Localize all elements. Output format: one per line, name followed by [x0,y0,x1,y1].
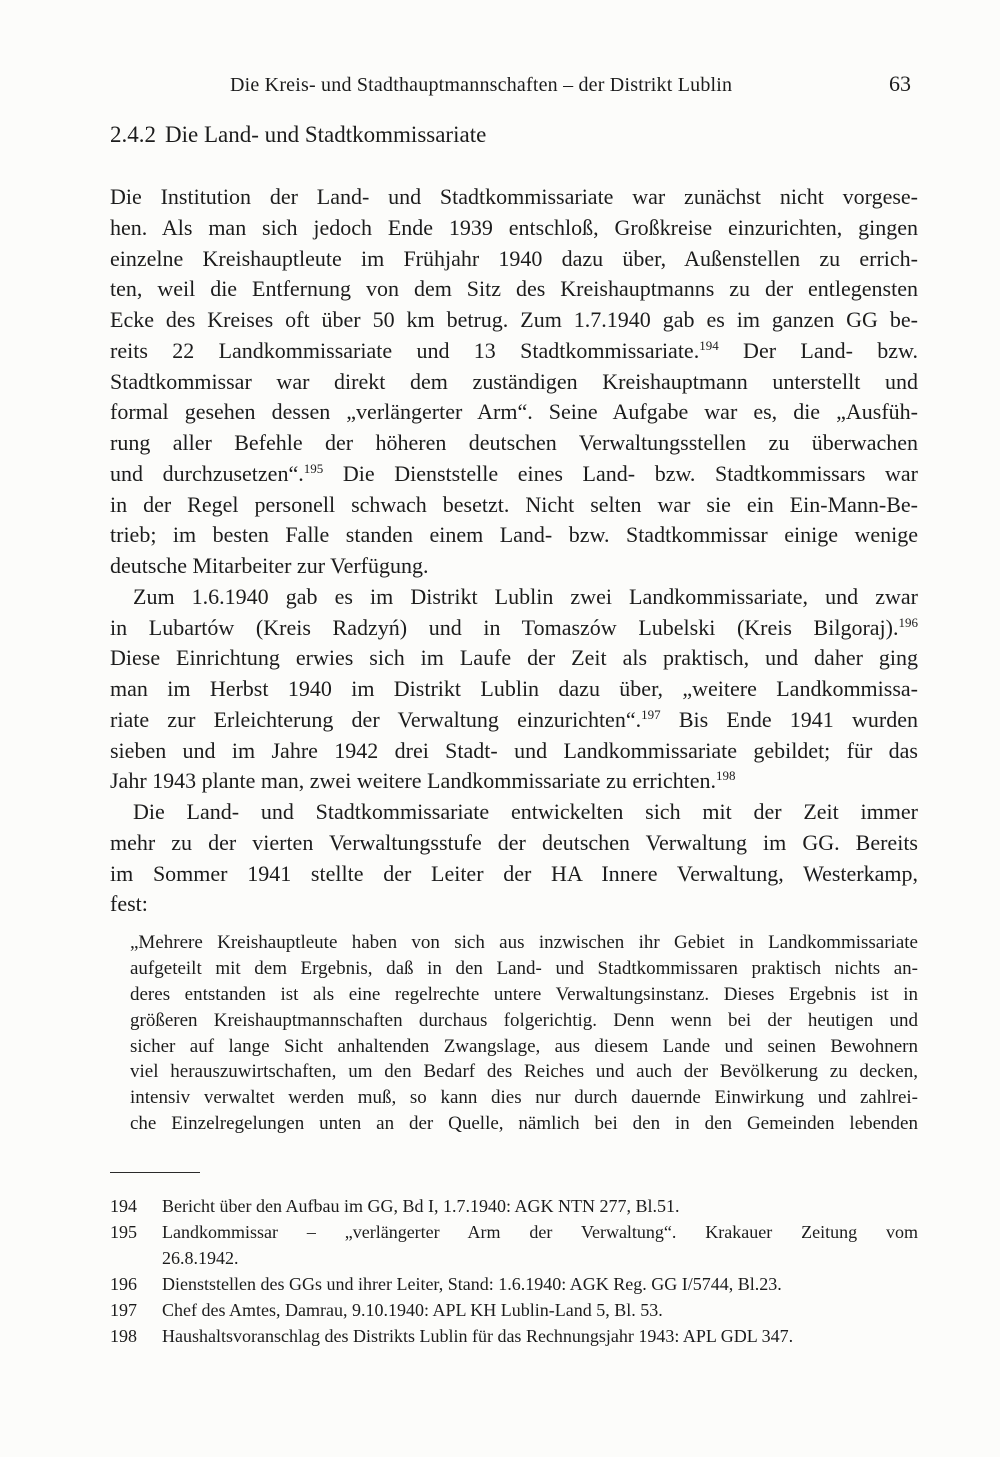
body-line: trieb; im besten Falle standen einem Land- bzw. Stadtkommissar einige wenige [110,522,918,548]
body-line: ten, weil die Entfernung von dem Sitz des Kreishauptmanns zu der entlegensten [110,276,918,302]
quote-line: „Mehrere Kreishauptleute haben von sich aus inzwischen ihr Gebiet in Landkommissariate [130,932,918,953]
footnote-ref: 198 [716,768,736,784]
section-number: 2.4.2 [110,122,156,147]
body-line: sieben und im Jahre 1942 drei Stadt- und Landkommissariate gebildet; für das [110,737,918,763]
section-heading [110,120,486,150]
line-text: und durchzusetzen“. [110,460,304,486]
footnote-text [162,1271,918,1297]
footnote-ref: 196 [898,614,918,630]
footnote [110,1297,918,1323]
body-line: hen. Als man sich jedoch Ende 1939 entschloß, Großkreise einzurichten, gingen [110,214,918,240]
footnotes [110,1193,918,1349]
footnote-ref: 195 [303,460,324,476]
footnote-text [162,1297,918,1323]
footnote-rule [110,1172,200,1173]
footnote-number: 195 [110,1222,137,1242]
footnote-line: Chef des Amtes, Damrau, 9.10.1940: APL KH Lublin-Land 5, Bl. 53. [162,1300,663,1320]
body-line: Diese Einrichtung erwies sich im Laufe der Zeit als praktisch, und daher ging [110,645,918,671]
footnote-number: 198 [110,1326,137,1346]
line-text: in Lubartów (Kreis Radzyń) und in Tomaszów Lubelski (Kreis Bilgoraj). [110,614,899,640]
body-line: Die Land- und Stadtkommissariate entwickelten sich mit der Zeit immer [133,799,918,824]
body-text [110,182,918,920]
quote-line: deres entstanden ist als eine regelrechte untere Verwaltungsinstanz. Dieses Ergebnis ist in [130,983,918,1005]
running-title: Die Kreis- und Stadthauptmannschaften – der Distrikt Lublin [230,74,733,96]
body-line: mehr zu der vierten Verwaltungsstufe der deutschen Verwaltung im GG. Bereits [110,829,918,855]
body-line [110,336,918,367]
quote-line: aufgeteilt mit dem Ergebnis, daß in den Land- und Stadtkommissaren praktisch nichts an- [130,957,918,979]
line-text: Der Land- bzw. [718,337,919,363]
body-line: man im Herbst 1940 im Distrikt Lublin dazu über, „weitere Landkommissa- [110,676,918,701]
line-text: riate zur Erleichterung der Verwaltung einzurichten“. [110,706,642,732]
footnote-number: 197 [110,1300,137,1320]
footnote-text [162,1323,918,1349]
quote-line: größeren Kreishauptmannschaften durchaus folgerichtig. Denn wenn bei der heutigen und [130,1009,918,1031]
footnote-line: 26.8.1942. [162,1248,239,1268]
footnote [110,1219,918,1271]
body-line: Die Institution der Land- und Stadtkommissariate war zunächst nicht vorgese- [110,184,918,209]
line-text: Die Dienststelle eines Land- bzw. Stadtkommissars war [323,460,918,486]
footnote-line: Dienststellen des GGs und ihrer Leiter, Stand: 1.6.1940: AGK Reg. GG I/5744, Bl.23. [162,1274,782,1294]
section-title: Die Land- und Stadtkommissariate [165,122,487,147]
body-line: deutsche Mitarbeiter zur Verfügung. [110,553,429,578]
footnote-ref: 197 [641,706,661,722]
body-line: fest: [110,891,148,917]
footnote-line: Bericht über den Aufbau im GG, Bd I, 1.7.1940: AGK NTN 277, Bl.51. [162,1196,680,1216]
paragraph [110,182,918,582]
footnote-ref: 194 [699,337,719,353]
line-text: Bis Ende 1941 wurden [660,706,918,732]
footnote-line: Haushaltsvoranschlag des Distrikts Lublin für das Rechnungsjahr 1943: APL GDL 347. [162,1326,794,1346]
body-line: Ecke des Kreises oft über 50 km betrug. Zum 1.7.1940 gab es im ganzen GG be- [110,307,918,332]
body-line: in der Regel personell schwach besetzt. Nicht selten war sie ein Ein-Mann-Be- [110,491,918,517]
page-number: 63 [889,71,911,96]
line-text: Jahr 1943 plante man, zwei weitere Landkommissariate zu errichten. [110,768,716,794]
body-line [110,613,918,644]
paragraph [110,797,918,920]
body-line [110,766,918,797]
footnote-line: Landkommissar – „verlängerter Arm der Verwaltung“. Krakauer Zeitung vom [162,1222,918,1242]
quote-line: intensiv verwaltet werden muß, so kann dies nur durch dauernde Einwirkung und zahlrei- [130,1087,918,1109]
body-line [110,705,918,736]
body-line [110,459,918,490]
body-line: einzelne Kreishauptleute im Frühjahr 1940 dazu über, Außenstellen zu errich- [110,245,918,271]
body-line: im Sommer 1941 stellte der Leiter der HA Innere Verwaltung, Westerkamp, [110,860,918,886]
body-line: rung aller Befehle der höheren deutschen Verwaltungsstellen zu überwachen [110,430,918,455]
quote-line: che Einzelregelungen unten an der Quelle, nämlich bei den in den Gemeinden lebenden [130,1113,918,1135]
footnote-number: 194 [110,1196,137,1216]
footnote-number: 196 [110,1274,137,1294]
body-line: Stadtkommissar war direkt dem zuständigen Kreishauptmann unterstellt und [110,368,918,394]
paragraph [110,582,918,797]
line-text: reits 22 Landkommissariate und 13 Stadtkommissariate. [110,337,700,363]
footnote [110,1271,918,1297]
footnote-text [162,1193,918,1219]
footnote-text [162,1219,918,1271]
quote-line: viel herauszuwirtschaften, um den Bedarf des Reiches und auch der Bevölkerung zu decken, [130,1061,918,1083]
footnote [110,1323,918,1349]
body-line: Zum 1.6.1940 gab es im Distrikt Lublin zwei Landkommissariate, und zwar [133,583,918,609]
block-quote [130,930,918,1137]
quote-line: sicher auf lange Sicht anhaltenden Zwangslage, aus diesem Lande und seinen Bewohnern [130,1035,918,1057]
body-line: formal gesehen dessen „verlängerter Arm“. Seine Aufgabe war es, die „Ausfüh- [110,399,918,425]
footnote [110,1193,918,1219]
